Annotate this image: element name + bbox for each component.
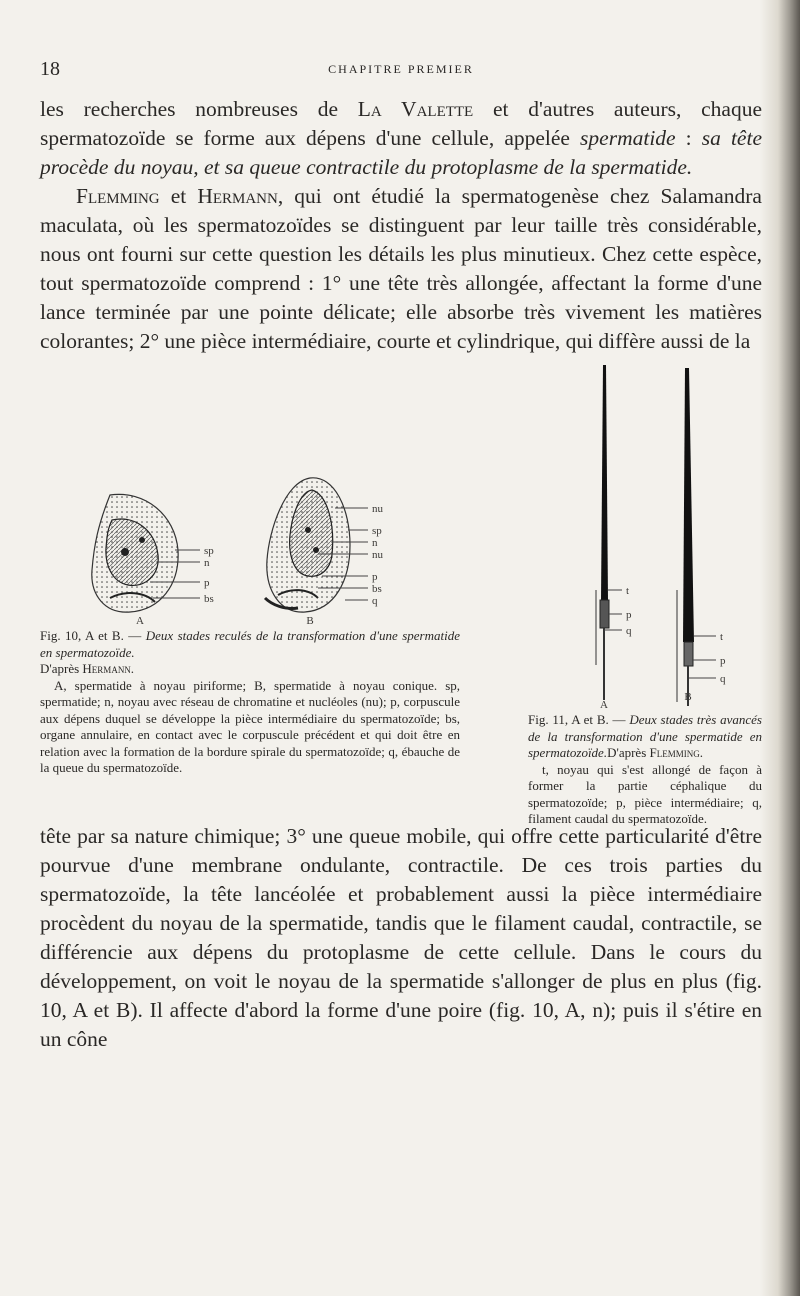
fig11-b-label-p: p: [720, 655, 726, 667]
fig10-b-label-nu2: nu: [372, 549, 383, 561]
page-number: 18: [40, 58, 60, 80]
fig11-a-label-p: p: [626, 609, 632, 621]
fig10-a-label-p: p: [204, 577, 210, 589]
fig10-caption-author: Hermann.: [82, 661, 135, 676]
fig10-b-label-sp: sp: [372, 525, 382, 537]
fig11-panel-a-label: A: [600, 699, 608, 710]
fig11-caption-body: t, noyau qui s'est allongé de façon à former la partie céphalique du spermatozoïde; p, pièce intermédiaire; q, filament caudal du spermatozoïde.: [528, 761, 762, 826]
author-flemming: Flemming: [76, 184, 160, 208]
fig11-sperm-a: [596, 365, 609, 700]
fig10-caption-title: Deux stades reculés de la transformation d'une spermatide en spermatozoïde.: [40, 628, 460, 660]
page-edge-shadow: [760, 0, 800, 1296]
paragraph-1: les recherches nombreuses de La Valette et d'autres auteurs, chaque spermatozoïde se forme aux dépens d'une cellule, appelée spermatide : sa tête procède du noyau, et sa queue contractile du protoplasme de la spermatide.: [40, 97, 762, 179]
fig11-sperm-b: [677, 368, 694, 706]
fig10-a-label-bs: bs: [204, 593, 214, 605]
fig10-b-label-q: q: [372, 595, 378, 607]
fig10-panel-a-label: A: [136, 615, 144, 625]
fig11-a-label-q: q: [626, 625, 632, 637]
figure-10-caption: Fig. 10, A et B. — Deux stades reculés de la transformation d'une spermatide en spermatozoïde. D'après Hermann. A, spermatide à noyau piriforme; B, spermatide à noyau conique. sp, spermatide; n, noyau avec réseau de chromatine et nucléoles (nu); p, corpuscule aux dépens duquel se développe la pièce intermédiaire du spermatozoïde; bs, organe annulaire, en contact avec le corpuscule précédent et qui doit être en relation avec la formation de la bordure spirale du spermatozoïde; q, ébauche de la queue du spermatozoïde.: [40, 628, 460, 775]
figure-10-illustration: [50, 470, 450, 625]
fig11-caption-label: Fig. 11, A et B. —: [528, 712, 630, 727]
fig10-a-label-sp: sp: [204, 545, 214, 557]
fig10-caption-body: A, spermatide à noyau piriforme; B, spermatide à noyau conique. sp, spermatide; n, noyau avec réseau de chromatine et nucléoles (nu); p, corpuscule aux dépens duquel se développe la pièce intermédiaire du spermatozoïde; bs, organe annulaire, en contact avec le corpuscule précédent et qui doit être en relation avec la formation de la bordure spirale du spermatozoïde; q, ébauche de la queue du spermatozoïde.: [40, 677, 460, 775]
term-spermatide: spermatide: [580, 126, 676, 150]
author-la-valette: La Valette: [357, 97, 474, 121]
fig10-caption-label: Fig. 10, A et B. —: [40, 628, 146, 643]
fig10-b-label-bs: bs: [372, 583, 382, 595]
fig11-caption-author: Flemming.: [649, 745, 703, 760]
figure-11-caption: Fig. 11, A et B. — Deux stades très avancés de la transformation d'une spermatide en spermatozoïde.D'après Flemming. t, noyau qui s'est allongé de façon à former la partie céphalique du spermatozoïde; p, pièce intermédiaire; q, filament caudal du spermatozoïde.: [528, 712, 762, 826]
text-block-top: [40, 95, 762, 356]
italic-phrase: sa tête procède du noyau, et sa queue contractile du protoplasme de la spermatide.: [40, 126, 762, 179]
fig10-b-label-n: n: [372, 537, 378, 549]
fig10-b-label-nu: nu: [372, 503, 383, 515]
fig10-panel-b-label: B: [306, 615, 314, 625]
fig10-a-label-n: n: [204, 557, 210, 569]
fig10-b-label-p: p: [372, 571, 378, 583]
figures-area: [40, 360, 762, 826]
fig10-cell-a: [92, 494, 178, 612]
author-hermann: Hermann: [197, 184, 278, 208]
running-head: CHAPITRE PREMIER: [328, 62, 474, 76]
fig11-a-label-t: t: [626, 585, 630, 597]
fig11-caption-title: Deux stades très avancés de la transformation d'une spermatide en spermatozoïde.: [528, 712, 762, 760]
text-block-bottom: [40, 822, 762, 1054]
fig11-panel-b-label: B: [684, 691, 692, 703]
figure-11-illustration: [560, 360, 760, 710]
fig10-cell-b: [265, 478, 350, 612]
fig11-b-label-q: q: [720, 673, 726, 685]
page-header: [40, 58, 762, 84]
fig11-b-label-t: t: [720, 631, 724, 643]
paragraph-3: tête par sa nature chimique; 3° une queue mobile, qui offre cette particularité d'être pourvue d'une membrane ondulante, contractile. De ces trois parties du spermatozoïde, la tête lancéolée et probablement aussi la pièce intermédiaire procèdent du noyau de la spermatide, tandis que le filament caudal, contractile, se différencie aux dépens du protoplasme de cette cellule. Dans le cours du développement, on voit le noyau de la spermatide s'allonger de plus en plus (fig. 10, A et B). Il affecte d'abord la forme d'une poire (fig. 10, A, n); puis il s'étire en un cône: [40, 824, 762, 1051]
paragraph-2: Flemming et Hermann, qui ont étudié la spermatogenèse chez Salamandra maculata, où les spermatozoïdes se distinguent par leur taille très considérable, nous ont fourni sur cette question les détails les plus minutieux. Chez cette espèce, tout spermatozoïde comprend : 1° une tête très allongée, affectant la forme d'une lance terminée par une pointe délicate; elle absorbe très vivement les matières colorantes; 2° une pièce intermédiaire, courte et cylindrique, qui diffère aussi de la: [40, 184, 762, 353]
